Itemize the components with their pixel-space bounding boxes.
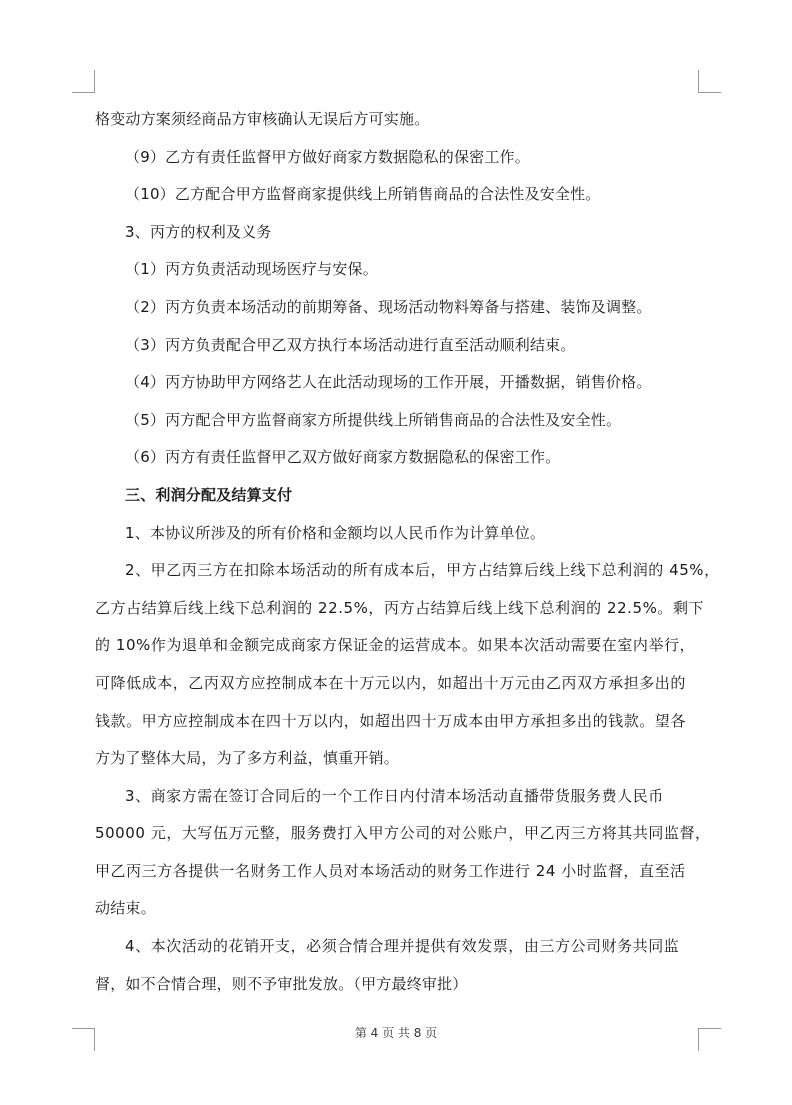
clause-2-line: 方为了整体大局，为了多方利益，慎重开销。: [95, 749, 400, 768]
list-item-party-c-3: （3）丙方负责配合甲乙双方执行本场活动进行直至活动顺利结束。: [125, 335, 576, 354]
crop-mark-top-right: [698, 70, 721, 93]
page-number-footer: 第 4 页 共 8 页: [354, 1026, 438, 1040]
clause-4-line: 督，如不合情合理，则不予审批发放。（甲方最终审批）: [95, 974, 468, 993]
section-heading-party-c-rights: 3、丙方的权利及义务: [125, 222, 272, 241]
list-item-party-c-2: （2）丙方负责本场活动的前期筹备、现场活动物料筹备与搭建、装饰及调整。: [125, 297, 652, 316]
clause-4-line: 4、本次活动的花销开支，必须合情合理并提供有效发票，由三方公司财务共同监: [125, 937, 680, 956]
clause-3-line: 甲乙丙三方各提供一名财务工作人员对本场活动的财务工作进行 24 小时监督，直至活: [95, 861, 686, 880]
clause-2-line: 的 10%作为退单和金额完成商家方保证金的运营成本。如果本次活动需要在室内举行，: [95, 636, 696, 655]
list-item-party-c-5: （5）丙方配合甲方监督商家方所提供线上所销售商品的合法性及安全性。: [125, 410, 622, 429]
list-item-party-c-4: （4）丙方协助甲方网络艺人在此活动现场的工作开展，开播数据，销售价格。: [125, 373, 652, 392]
list-item-party-c-1: （1）丙方负责活动现场医疗与安保。: [125, 260, 378, 279]
clause-3-line: 3、商家方需在签订合同后的一个工作日内付清本场活动直播带货服务费人民币: [125, 786, 664, 805]
clause-2-line: 2、甲乙丙三方在扣除本场活动的所有成本后，甲方占结算后线上线下总利润的 45%，: [125, 561, 720, 580]
document-body: [95, 101, 720, 1003]
paragraph-line: 格变动方案须经商品方审核确认无误后方可实施。: [95, 110, 430, 128]
section-heading-profit-distribution: 三、利润分配及结算支付: [125, 485, 293, 504]
crop-mark-top-left: [72, 70, 95, 93]
clause-3-line: 50000 元，大写伍万元整，服务费打入甲方公司的对公账户，甲乙丙三方将其共同监督，: [95, 824, 711, 843]
list-item-party-c-6: （6）丙方有责任监督甲乙双方做好商家方数据隐私的保密工作。: [125, 448, 561, 467]
list-item-party-b-10: （10）乙方配合甲方监督商家提供线上所销售商品的合法性及安全性。: [125, 185, 601, 204]
clause-2-line: 可降低成本，乙丙双方应控制成本在十万元以内，如超出十万元由乙丙双方承担多出的: [95, 673, 686, 692]
clause-2-line: 钱款。甲方应控制成本在四十万以内，如超出四十万成本由甲方承担多出的钱款。望各: [95, 711, 686, 730]
clause-2-line: 乙方占结算后线上线下总利润的 22.5%，丙方占结算后线上线下总利润的 22.5%。剩下: [95, 598, 705, 617]
list-item-party-b-9: （9）乙方有责任监督甲方做好商家方数据隐私的保密工作。: [125, 147, 530, 166]
clause-1: 1、本协议所涉及的所有价格和金额均以人民币作为计算单位。: [125, 523, 546, 542]
clause-3-line: 动结束。: [95, 899, 156, 918]
